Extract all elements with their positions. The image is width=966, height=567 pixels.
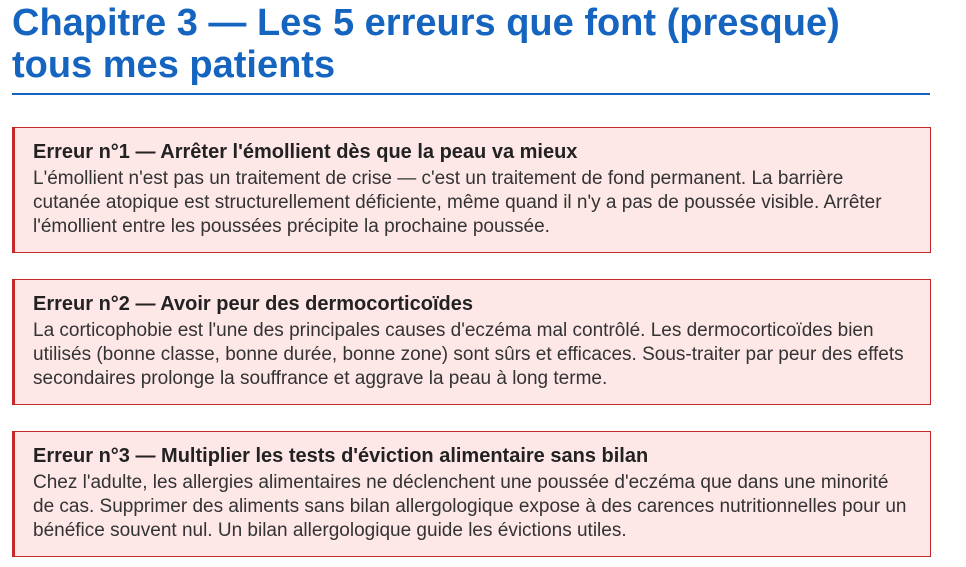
- error-description-line: de cas. Supprimer des aliments sans bilan allergologique expose à des carences nutritionnelles pour un: [33, 496, 907, 517]
- chapter-title: [12, 0, 931, 86]
- error-description-line: l'émollient entre les poussées précipite la prochaine poussée.: [33, 216, 550, 237]
- error-description-line: cutanée atopique est structurellement déficiente, même quand il n'y a pas de poussée visible. Arrêter: [33, 192, 882, 213]
- title-divider: [12, 93, 930, 95]
- error-description-line: utilisés (bonne classe, bonne durée, bonne zone) sont sûrs et efficaces. Sous-traiter par peur des effets: [33, 344, 904, 365]
- chapter-title-line: Chapitre 3 — Les 5 erreurs que font (presque): [12, 2, 840, 44]
- error-heading: Erreur n°3 — Multiplier les tests d'éviction alimentaire sans bilan: [33, 445, 649, 467]
- error-description-line: Chez l'adulte, les allergies alimentaires ne déclenchent une poussée d'eczéma que dans une minorité: [33, 472, 889, 493]
- error-heading: Erreur n°1 — Arrêter l'émollient dès que la peau va mieux: [33, 141, 578, 163]
- error-description: [33, 471, 912, 543]
- error-description: [33, 319, 912, 391]
- error-heading: Erreur n°2 — Avoir peur des dermocorticoïdes: [33, 293, 473, 315]
- document-page: [12, 0, 931, 557]
- error-callout: [12, 127, 931, 253]
- error-callout: [12, 431, 931, 557]
- error-description-line: L'émollient n'est pas un traitement de crise — c'est un traitement de fond permanent. La barrière: [33, 168, 844, 189]
- error-description-line: bénéfice souvent nul. Un bilan allergologique guide les évictions utiles.: [33, 520, 627, 541]
- error-callout-list: [12, 127, 931, 557]
- chapter-title-line: tous mes patients: [12, 44, 336, 86]
- error-callout: [12, 279, 931, 405]
- error-description: [33, 167, 912, 239]
- error-description-line: La corticophobie est l'une des principales causes d'eczéma mal contrôlé. Les dermocorticoïdes bien: [33, 320, 874, 341]
- error-description-line: secondaires prolonge la souffrance et aggrave la peau à long terme.: [33, 368, 608, 389]
